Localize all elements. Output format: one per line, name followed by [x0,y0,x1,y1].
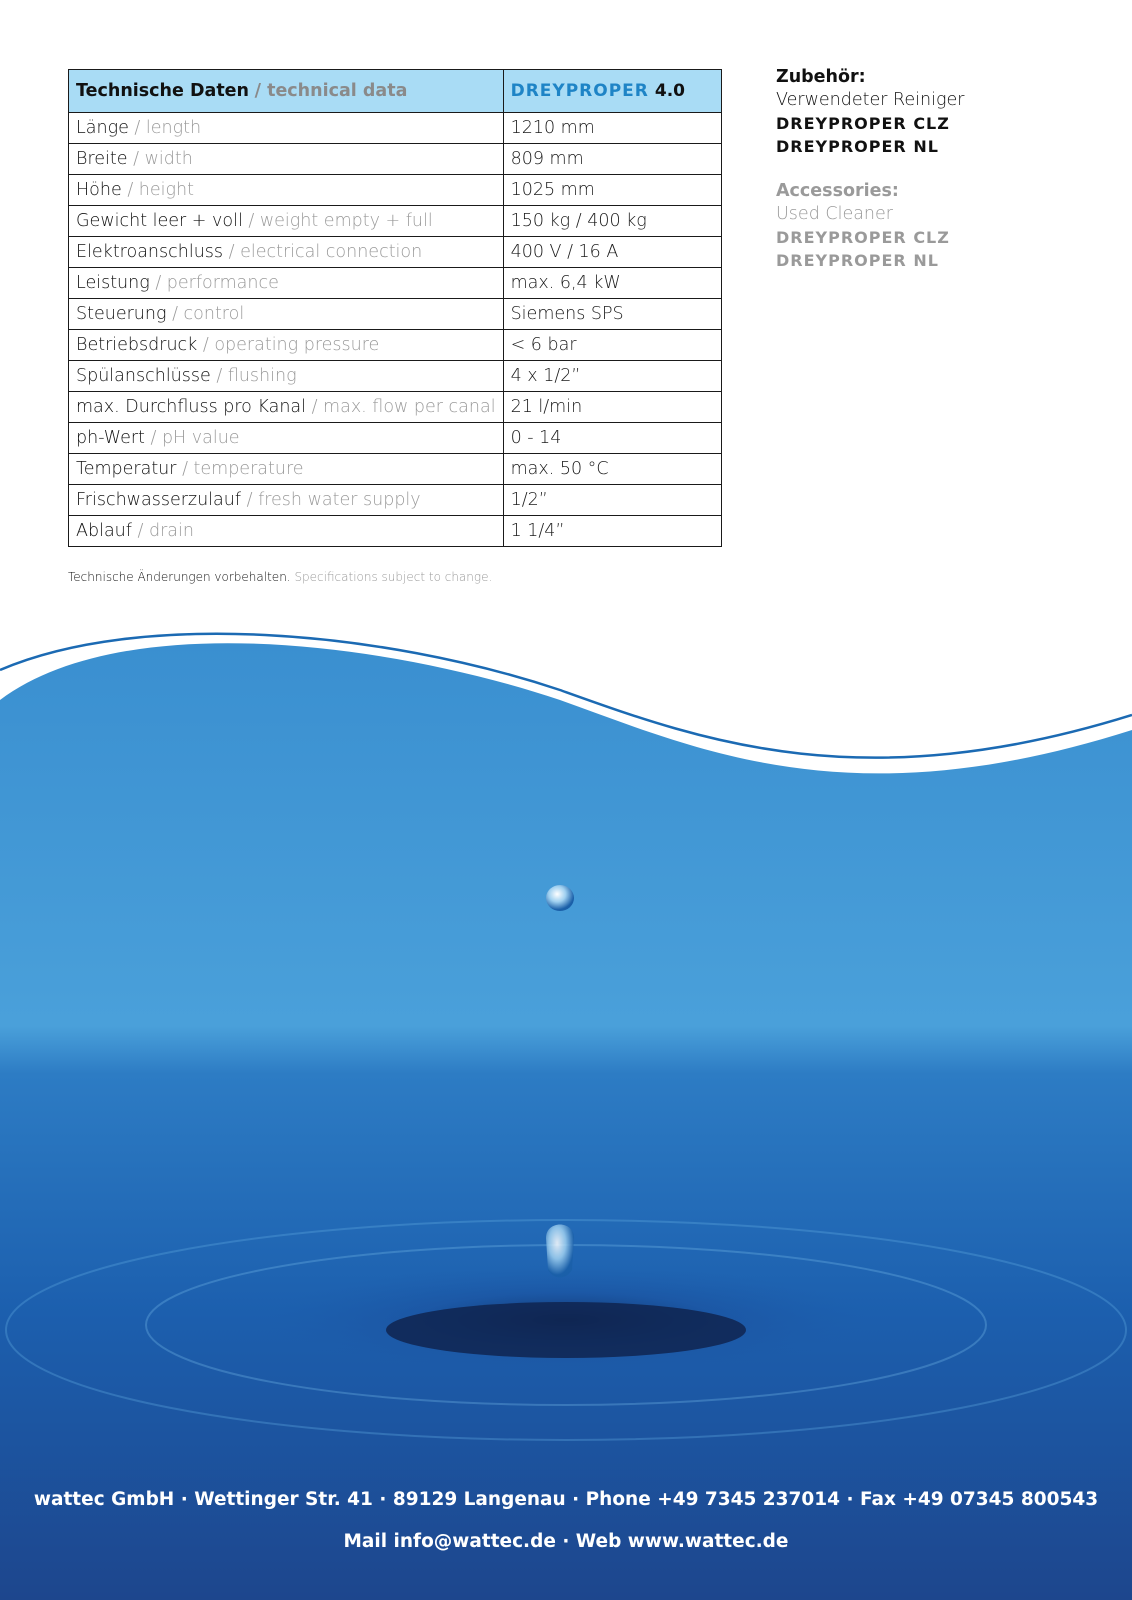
spec-label-en: / electrical connection [228,242,423,262]
footer-contact [0,1486,1132,1570]
spec-label-en: / max. flow per canal [311,397,496,417]
spec-value: 1210 mm [503,113,721,144]
spec-label-en: / height [127,180,194,200]
spec-label-de: Ablauf [76,521,132,541]
spec-label [69,423,504,454]
table-row [69,361,722,392]
spec-value: 0 - 14 [503,423,721,454]
table-header-row [69,70,722,113]
spec-value: 809 mm [503,144,721,175]
accessories-panel [776,66,964,294]
table-row [69,299,722,330]
spec-label [69,485,504,516]
spec-label [69,330,504,361]
spec-label-en: / fresh water supply [246,490,421,510]
spec-value: 150 kg / 400 kg [503,206,721,237]
spec-label-de: Leistung [76,273,150,293]
spec-label-de: Elektroanschluss [76,242,224,262]
spec-label-de: max. Durchfluss pro Kanal [76,397,307,417]
product-version: 4.0 [654,81,685,101]
accessories-title-de: Zubehör: [776,67,866,87]
spec-value: Siemens SPS [503,299,721,330]
spec-label [69,175,504,206]
spec-label [69,237,504,268]
table-row [69,113,722,144]
accessory-item: DREYPROPER NL [776,251,939,270]
ripple-core [386,1302,746,1358]
table-row [69,423,722,454]
spec-label [69,206,504,237]
table-row [69,237,722,268]
table-row [69,144,722,175]
spec-label-de: Spülanschlüsse [76,366,211,386]
accessories-subtitle-en: Used Cleaner [776,204,893,224]
spec-label-de: ph-Wert [76,428,145,448]
spec-label [69,113,504,144]
spec-label-de: Steuerung [76,304,167,324]
spec-label-en: / length [134,118,202,138]
spec-value: 1025 mm [503,175,721,206]
accessories-en [776,180,964,272]
water-area [0,643,1132,1600]
table-header-label [69,70,504,113]
table-row [69,206,722,237]
accessories-subtitle-de: Verwendeter Reiniger [776,90,965,110]
spec-label [69,392,504,423]
spec-label [69,454,504,485]
spec-label-en: / flushing [216,366,297,386]
spec-value: 1/2” [503,485,721,516]
accessories-de [776,66,964,158]
table-header-product [503,70,721,113]
table-row [69,454,722,485]
spec-value: max. 6,4 kW [503,268,721,299]
product-name: DREYPROPER [510,81,649,101]
spec-label [69,516,504,547]
spec-label-de: Gewicht leer + voll [76,211,243,231]
spec-label-de: Frischwasserzulauf [76,490,242,510]
spec-label [69,268,504,299]
table-row [69,516,722,547]
spec-label-de: Betriebsdruck [76,335,198,355]
note-en: Specifications subject to change. [294,570,493,584]
spec-value: 400 V / 16 A [503,237,721,268]
spec-value: 4 x 1/2” [503,361,721,392]
spec-label-en: / drain [137,521,194,541]
spec-label-en: / width [133,149,193,169]
spec-value: max. 50 °C [503,454,721,485]
spec-label-de: Länge [76,118,129,138]
spec-value: 21 l/min [503,392,721,423]
spec-label-en: / performance [155,273,279,293]
spec-change-note [68,570,492,584]
header-en: / technical data [254,81,408,101]
footer-web: Mail info@wattec.de · Web www.wattec.de [343,1531,789,1552]
accessories-title-en: Accessories: [776,181,899,201]
splash-column [546,1225,574,1278]
spec-label-en: / pH value [150,428,240,448]
spec-label [69,299,504,330]
spec-label-en: / weight empty + full [248,211,433,231]
tech-data-table [68,69,722,547]
table-row [69,392,722,423]
spec-label-de: Temperatur [76,459,177,479]
falling-drop [546,885,574,911]
spec-label-de: Breite [76,149,128,169]
spec-label-en: / operating pressure [202,335,380,355]
header-de: Technische Daten [76,81,250,101]
accessory-item: DREYPROPER CLZ [776,228,950,247]
spec-value: < 6 bar [503,330,721,361]
table-row [69,268,722,299]
accessory-item: DREYPROPER NL [776,137,939,156]
table-row [69,175,722,206]
table-row [69,485,722,516]
table-row [69,330,722,361]
spec-label [69,361,504,392]
spec-value: 1 1/4” [503,516,721,547]
note-de: Technische Änderungen vorbehalten. [68,570,291,584]
spec-label-en: / temperature [182,459,304,479]
spec-label-de: Höhe [76,180,122,200]
spec-label-en: / control [172,304,245,324]
water-drop-image [0,620,1132,1600]
spec-label [69,144,504,175]
accessory-item: DREYPROPER CLZ [776,114,950,133]
footer-address: wattec GmbH · Wettinger Str. 41 · 89129 Langenau · Phone +49 7345 237014 · Fax +49 07345 800543 [33,1489,1099,1510]
